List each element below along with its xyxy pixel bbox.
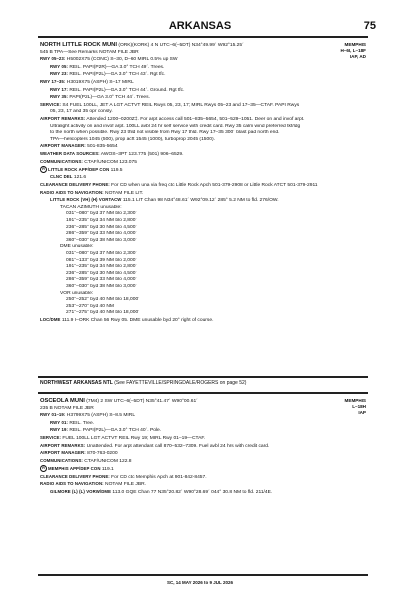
airport-name: OSCEOLA MUNI: [40, 398, 85, 404]
detail-label: AIRPORT REMARKS:: [40, 442, 86, 448]
airport-info: 2 SW UTC–6(–5DT) N35°41.47´ W90°00.61´: [100, 399, 198, 404]
detail-text: For CD ctc Memphis Apch at 901-842-8457.: [109, 474, 207, 480]
footer-rule: [38, 574, 368, 576]
entry2-details: [40, 412, 366, 496]
detail-text: REIL. Tree.: [67, 420, 95, 426]
detail-text: 253°–270° byd 40 NM: [66, 303, 114, 309]
radar-service-icon: R: [40, 465, 47, 472]
entry1-procedures: IAP, AD: [349, 54, 366, 59]
detail-line: [40, 412, 366, 420]
detail-text: FUEL 100LL LGT ACTVT REIL Rwy 19; MIRL Rwy 01–19—CTAF.: [61, 435, 206, 441]
detail-text: 271°–275° byd 40 NM blo 18,000´: [66, 310, 140, 316]
detail-line: [40, 297, 366, 304]
entry-osceola: [40, 398, 366, 497]
detail-text: VOR unusable:: [60, 290, 94, 296]
detail-line: [40, 79, 366, 87]
detail-label: AIRPORT REMARKS:: [40, 115, 86, 121]
detail-text: 05, 23, 17 and 35 opr consly.: [50, 109, 113, 115]
detail-text: DME unusable:: [60, 244, 94, 250]
effective-dates-footer: SC, 14 MAY 2026 to 9 JUL 2026: [167, 580, 233, 585]
detail-label: RADIO AIDS TO NAVIGATION:: [40, 481, 104, 487]
detail-text: 250°–252° byd 40 NM blo 18,000´: [66, 297, 140, 303]
detail-text: REIL. PAPI(P2L)—GA 3.0° TCH 44´. Ground. Rgt tfc.: [67, 87, 185, 93]
detail-line: [40, 143, 366, 151]
detail-text: 286°–359° byd 33 NM blo 4,000´: [66, 231, 138, 237]
detail-label: RADIO AIDS TO NAVIGATION:: [40, 189, 104, 195]
detail-line: [40, 450, 366, 458]
detail-label: SERVICE:: [40, 434, 62, 440]
detail-text: S4 FUEL 100LL, JET A LGT ACTVT REIL Rwys 05, 23, 17; MIRL Rwys 05–23 and 17–35—CTAF. PAPI Rwys: [61, 102, 300, 108]
xref-name: NORTHWEST ARKANSAS NTL: [40, 380, 113, 386]
detail-label: RWY 17–35:: [40, 78, 66, 84]
detail-text: 121.6: [72, 175, 87, 181]
detail-label: RWY 23:: [50, 71, 68, 77]
detail-line: [40, 427, 366, 435]
entry2-title-line: [40, 398, 366, 406]
detail-line: [40, 174, 366, 182]
detail-line: [40, 197, 366, 205]
xref-text: (See FAYETTEVILLE/SPRINGDALE/ROGERS on page 52): [114, 380, 247, 386]
detail-line: [40, 211, 366, 218]
detail-text: 286°–359° byd 33 NM blo 4,000´: [66, 277, 138, 283]
detail-line: [40, 124, 366, 131]
page-header: [0, 20, 400, 34]
detail-line: [40, 277, 366, 284]
detail-label: RWY 01–19:: [40, 412, 66, 418]
radar-service-icon: R: [40, 166, 47, 173]
detail-label: GILMORE (L) (L) VORW/DME: [50, 488, 112, 494]
detail-line: [40, 130, 366, 137]
detail-line: [40, 435, 366, 443]
detail-line: [40, 271, 366, 278]
detail-text: PAPI(P2L)—GA 3.0° TCH 44´. Trees.: [67, 95, 150, 101]
detail-line: [40, 231, 366, 238]
entry1-elevation-line: 545 B TPA—See Remarks NOTAM FILE JBR: [40, 49, 139, 55]
section-rule-top: [38, 376, 368, 378]
detail-line: [40, 244, 366, 251]
entry1-details: [40, 56, 366, 324]
detail-text: 111.9 I–ORK Chan 56 Rwy 05. DME unusable byd 20° right of course.: [60, 317, 214, 323]
detail-text: 236°–285° byd 30 NM blo 4,500´: [66, 224, 138, 230]
state-title: ARKANSAS: [168, 20, 232, 32]
detail-label: RWY 01:: [50, 419, 68, 425]
entry1-title-line: [40, 42, 366, 50]
detail-label: RWY 17:: [50, 86, 68, 92]
detail-line: [40, 102, 366, 110]
detail-text: Unattended. For arpt attendant call 870–532–7309. Fuel avbl 24 hrs with credit card.: [85, 443, 270, 449]
detail-text: AWOS–3PT 123.775 (501) 906–6529.: [99, 151, 184, 157]
detail-text: H3799X75 (ASPH) S–8.5 MIRL: [65, 413, 136, 419]
detail-label: LOC/DME: [40, 316, 61, 322]
detail-line: [40, 190, 366, 198]
page-number: 75: [363, 20, 376, 32]
header-rule: [38, 36, 368, 38]
entry2-procedures: IAP: [358, 410, 366, 415]
detail-text: CTAF/UNICOM 122.8: [82, 458, 132, 464]
detail-text: to the north when possible. Rwy 23 thld not visible from Rwy 17 thld. Rwy 17–35 300´ blast pad north end.: [50, 130, 280, 136]
detail-text: 081°–133° byd 39 NM blo 2,000´: [66, 257, 138, 263]
detail-text: H5002X75 (CONC) S–30, D–60 MIRL 0.5% up SW: [65, 57, 178, 63]
detail-label: AIRPORT MANAGER:: [40, 450, 86, 456]
detail-label: SERVICE:: [40, 101, 62, 107]
detail-text: 119.5: [109, 167, 123, 173]
entry1-sectional: MEMPHIS: [344, 42, 366, 47]
detail-line: [40, 489, 366, 497]
detail-text: 113.0 GQE Chan 77 N35°20.82´ W90°28.69´ 044° 30.8 NM to fld. 211/4E.: [111, 489, 273, 495]
detail-text: 119.1: [100, 467, 114, 473]
detail-text: 236°–285° byd 30 NM blo 4,500´: [66, 270, 138, 276]
detail-text: 031°–080° byd 37 NM blo 2,300´: [66, 211, 138, 217]
detail-text: 501-835-5654: [85, 144, 118, 150]
detail-label: COMMUNICATIONS:: [40, 158, 83, 164]
detail-line: [40, 304, 366, 311]
entry1-enroute-charts: H–6I, L–18F: [340, 48, 366, 53]
detail-line: [40, 64, 366, 72]
detail-line: [40, 238, 366, 245]
detail-text: 191°–235° byd 34 NM blo 2,800´: [66, 218, 138, 224]
detail-text: For CD when una via freq ctc Little Rock Apch 501-379-2908 or Little Rock ATCT 501-379-2911: [109, 183, 318, 189]
detail-line: [40, 465, 366, 473]
detail-line: [40, 317, 366, 325]
detail-text: REIL. PAPI(P2L)—GA 3.0° TCH 43´. Rgt tfc.: [67, 72, 166, 78]
detail-text: 191°–235° byd 34 NM blo 2,800´: [66, 264, 138, 270]
detail-line: [40, 109, 366, 116]
entry2-elevation-line: 235 B NOTAM FILE JBR: [40, 405, 94, 411]
detail-label: CLEARANCE DELIVERY PHONE:: [40, 473, 110, 479]
detail-line: [40, 264, 366, 271]
detail-line: [40, 420, 366, 428]
detail-text: REIL. PAPI(P2R)—GA 3.0° TCH 49´. Trees.: [67, 64, 165, 70]
detail-line: [40, 71, 366, 79]
detail-line: [40, 225, 366, 232]
detail-label: RWY 05–23:: [40, 56, 66, 62]
detail-text: 360°–030° byd 38 NM blo 3,000´: [66, 283, 138, 289]
detail-line: [40, 474, 366, 482]
detail-label: COMMUNICATIONS:: [40, 457, 83, 463]
detail-label: RWY 05:: [50, 63, 68, 69]
entry2-sectional: MEMPHIS: [344, 398, 366, 403]
detail-line: [40, 151, 366, 159]
detail-line: [40, 159, 366, 167]
entry2-enroute-charts: L–18H: [352, 404, 366, 409]
detail-text: 360°–030° byd 38 NM blo 3,000´: [66, 237, 138, 243]
airport-ident: (7M4): [86, 399, 100, 404]
detail-text: TACAN AZIMUTH unusable:: [60, 204, 122, 210]
detail-label: LITTLE ROCK (VH) (H) VORTACW: [50, 197, 122, 203]
detail-line: [40, 458, 366, 466]
detail-line: [40, 166, 366, 174]
detail-label: CLEARANCE DELIVERY PHONE:: [40, 182, 110, 188]
detail-line: [40, 182, 366, 190]
detail-label: RWY 19:: [50, 427, 68, 433]
detail-text: REIL. PAPI(P2L)—GA 3.0° TCH 40´. Pole.: [67, 428, 162, 434]
airport-name: NORTH LITTLE ROCK MUNI: [40, 42, 117, 48]
detail-line: [40, 218, 366, 225]
detail-label: RWY 35:: [50, 94, 68, 100]
detail-text: NOTAM FILE JBR.: [103, 482, 147, 488]
detail-text: 031°–080° byd 37 NM blo 2,300´: [66, 251, 138, 257]
airport-info: 4 N UTC–6(–5DT) N34°49.99´ W92°15.25´: [150, 43, 244, 48]
detail-line: [40, 94, 366, 102]
detail-text: Ultralight activity on and invof arpt. 100LL avbl 24 hr self service with credit card. Rwy 35 calm wind preferred tkf/ldg: [50, 123, 301, 129]
detail-text: H3019X75 (ASPH) S–17 MIRL: [65, 79, 134, 85]
detail-label: LITTLE ROCK APP/DEP CON: [48, 166, 110, 172]
detail-label: WEATHER DATA SOURCES:: [40, 150, 100, 156]
section-rule-bottom: [38, 392, 368, 394]
detail-label: MEMPHIS APP/DEP CON: [48, 466, 101, 472]
detail-line: [40, 481, 366, 489]
detail-label: AIRPORT MANAGER:: [40, 143, 86, 149]
detail-line: [40, 116, 366, 124]
detail-line: [40, 137, 366, 144]
detail-line: [40, 291, 366, 298]
airport-ident: (ORK)(KORK): [118, 43, 150, 48]
detail-text: 870-763-0200: [85, 451, 118, 457]
detail-text: TPA—helicopters 1045 (500), prop acft 1545 (1000), turboprop 2045 (1500).: [50, 136, 215, 142]
detail-label: CLNC DEL: [50, 174, 73, 180]
detail-text: NOTAM FILE LIT.: [103, 190, 144, 196]
detail-line: [40, 56, 366, 64]
detail-line: [40, 258, 366, 265]
detail-line: [40, 87, 366, 95]
detail-line: [40, 251, 366, 258]
entry-north-little-rock: [40, 42, 366, 325]
detail-text: CTAF/UNICOM 123.075: [82, 159, 137, 165]
detail-text: Attended 1200–0200Z‡. For arpt access call 501–835–5654, 501–529–1051. Deer on and invof arpt.: [85, 116, 305, 122]
detail-line: [40, 443, 366, 451]
detail-line: [40, 310, 366, 317]
detail-line: [40, 284, 366, 291]
northwest-arkansas-xref: [40, 380, 246, 386]
detail-line: [40, 205, 366, 212]
detail-text: 115.1 LIT Chan 98 N34°48.61´ W92°09.12´ 285° 5.2 NM to fld. 276/OW.: [121, 198, 279, 204]
